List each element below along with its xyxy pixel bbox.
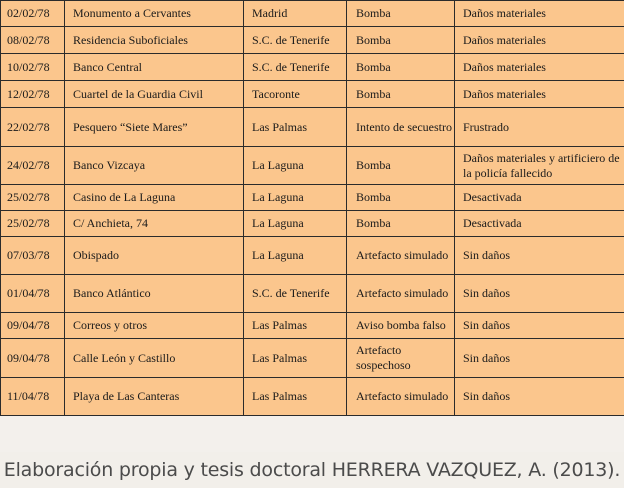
type-cell: Bomba bbox=[347, 81, 455, 108]
table-row bbox=[1, 313, 624, 339]
date-cell: 25/02/78 bbox=[1, 211, 65, 237]
type-cell: Aviso bomba falso bbox=[347, 313, 455, 339]
type-cell: Bomba bbox=[347, 147, 455, 185]
date-cell: 09/04/78 bbox=[1, 313, 65, 339]
place-cell: Las Palmas bbox=[244, 378, 347, 416]
target-cell: Banco Atlántico bbox=[65, 275, 244, 313]
target-cell: Pesquero “Siete Mares” bbox=[65, 108, 244, 147]
result-cell: Daños materiales bbox=[455, 1, 624, 27]
type-cell: Bomba bbox=[347, 54, 455, 81]
type-cell: Intento de secuestro bbox=[347, 108, 455, 147]
table-row bbox=[1, 147, 624, 185]
type-cell: Artefacto sospechoso bbox=[347, 339, 455, 378]
table-row bbox=[1, 339, 624, 378]
place-cell: La Laguna bbox=[244, 147, 347, 185]
date-cell: 09/04/78 bbox=[1, 339, 65, 378]
place-cell: Madrid bbox=[244, 1, 347, 27]
place-cell: Las Palmas bbox=[244, 313, 347, 339]
type-cell: Bomba bbox=[347, 27, 455, 54]
place-cell: La Laguna bbox=[244, 185, 347, 211]
table-row bbox=[1, 54, 624, 81]
date-cell: 22/02/78 bbox=[1, 108, 65, 147]
target-cell: Residencia Suboficiales bbox=[65, 27, 244, 54]
date-cell: 08/02/78 bbox=[1, 27, 65, 54]
place-cell: Las Palmas bbox=[244, 339, 347, 378]
target-cell: C/ Anchieta, 74 bbox=[65, 211, 244, 237]
result-cell: Sin daños bbox=[455, 339, 624, 378]
date-cell: 24/02/78 bbox=[1, 147, 65, 185]
target-cell: Correos y otros bbox=[65, 313, 244, 339]
result-cell: Desactivada bbox=[455, 185, 624, 211]
target-cell: Cuartel de la Guardia Civil bbox=[65, 81, 244, 108]
table-row bbox=[1, 378, 624, 416]
table-row bbox=[1, 275, 624, 313]
date-cell: 12/02/78 bbox=[1, 81, 65, 108]
place-cell: S.C. de Tenerife bbox=[244, 275, 347, 313]
table-row bbox=[1, 108, 624, 147]
target-cell: Calle León y Castillo bbox=[65, 339, 244, 378]
type-cell: Bomba bbox=[347, 1, 455, 27]
result-cell: Sin daños bbox=[455, 275, 624, 313]
source-caption: Elaboración propia y tesis doctoral HERRERA VAZQUEZ, A. (2013). bbox=[0, 452, 624, 488]
target-cell: Casino de La Laguna bbox=[65, 185, 244, 211]
type-cell: Artefacto simulado bbox=[347, 237, 455, 275]
target-cell: Banco Central bbox=[65, 54, 244, 81]
date-cell: 07/03/78 bbox=[1, 237, 65, 275]
place-cell: Las Palmas bbox=[244, 108, 347, 147]
table-row bbox=[1, 1, 624, 27]
type-cell: Bomba bbox=[347, 185, 455, 211]
place-cell: La Laguna bbox=[244, 237, 347, 275]
result-cell: Daños materiales bbox=[455, 54, 624, 81]
table-row bbox=[1, 27, 624, 54]
target-cell: Playa de Las Canteras bbox=[65, 378, 244, 416]
table-row bbox=[1, 237, 624, 275]
date-cell: 01/04/78 bbox=[1, 275, 65, 313]
target-cell: Obispado bbox=[65, 237, 244, 275]
place-cell: La Laguna bbox=[244, 211, 347, 237]
date-cell: 02/02/78 bbox=[1, 1, 65, 27]
type-cell: Artefacto simulado bbox=[347, 275, 455, 313]
date-cell: 11/04/78 bbox=[1, 378, 65, 416]
type-cell: Bomba bbox=[347, 211, 455, 237]
place-cell: S.C. de Tenerife bbox=[244, 54, 347, 81]
attacks-table-body bbox=[1, 1, 624, 416]
result-cell: Daños materiales bbox=[455, 27, 624, 54]
place-cell: S.C. de Tenerife bbox=[244, 27, 347, 54]
target-cell: Monumento a Cervantes bbox=[65, 1, 244, 27]
result-cell: Sin daños bbox=[455, 313, 624, 339]
table-row bbox=[1, 211, 624, 237]
date-cell: 25/02/78 bbox=[1, 185, 65, 211]
table-row bbox=[1, 81, 624, 108]
type-cell: Artefacto simulado bbox=[347, 378, 455, 416]
result-cell: Sin daños bbox=[455, 237, 624, 275]
result-cell: Sin daños bbox=[455, 378, 624, 416]
result-cell: Daños materiales y artificiero de la policía fallecido bbox=[455, 147, 624, 185]
result-cell: Frustrado bbox=[455, 108, 624, 147]
result-cell: Daños materiales bbox=[455, 81, 624, 108]
date-cell: 10/02/78 bbox=[1, 54, 65, 81]
table-row bbox=[1, 185, 624, 211]
place-cell: Tacoronte bbox=[244, 81, 347, 108]
target-cell: Banco Vizcaya bbox=[65, 147, 244, 185]
result-cell: Desactivada bbox=[455, 211, 624, 237]
